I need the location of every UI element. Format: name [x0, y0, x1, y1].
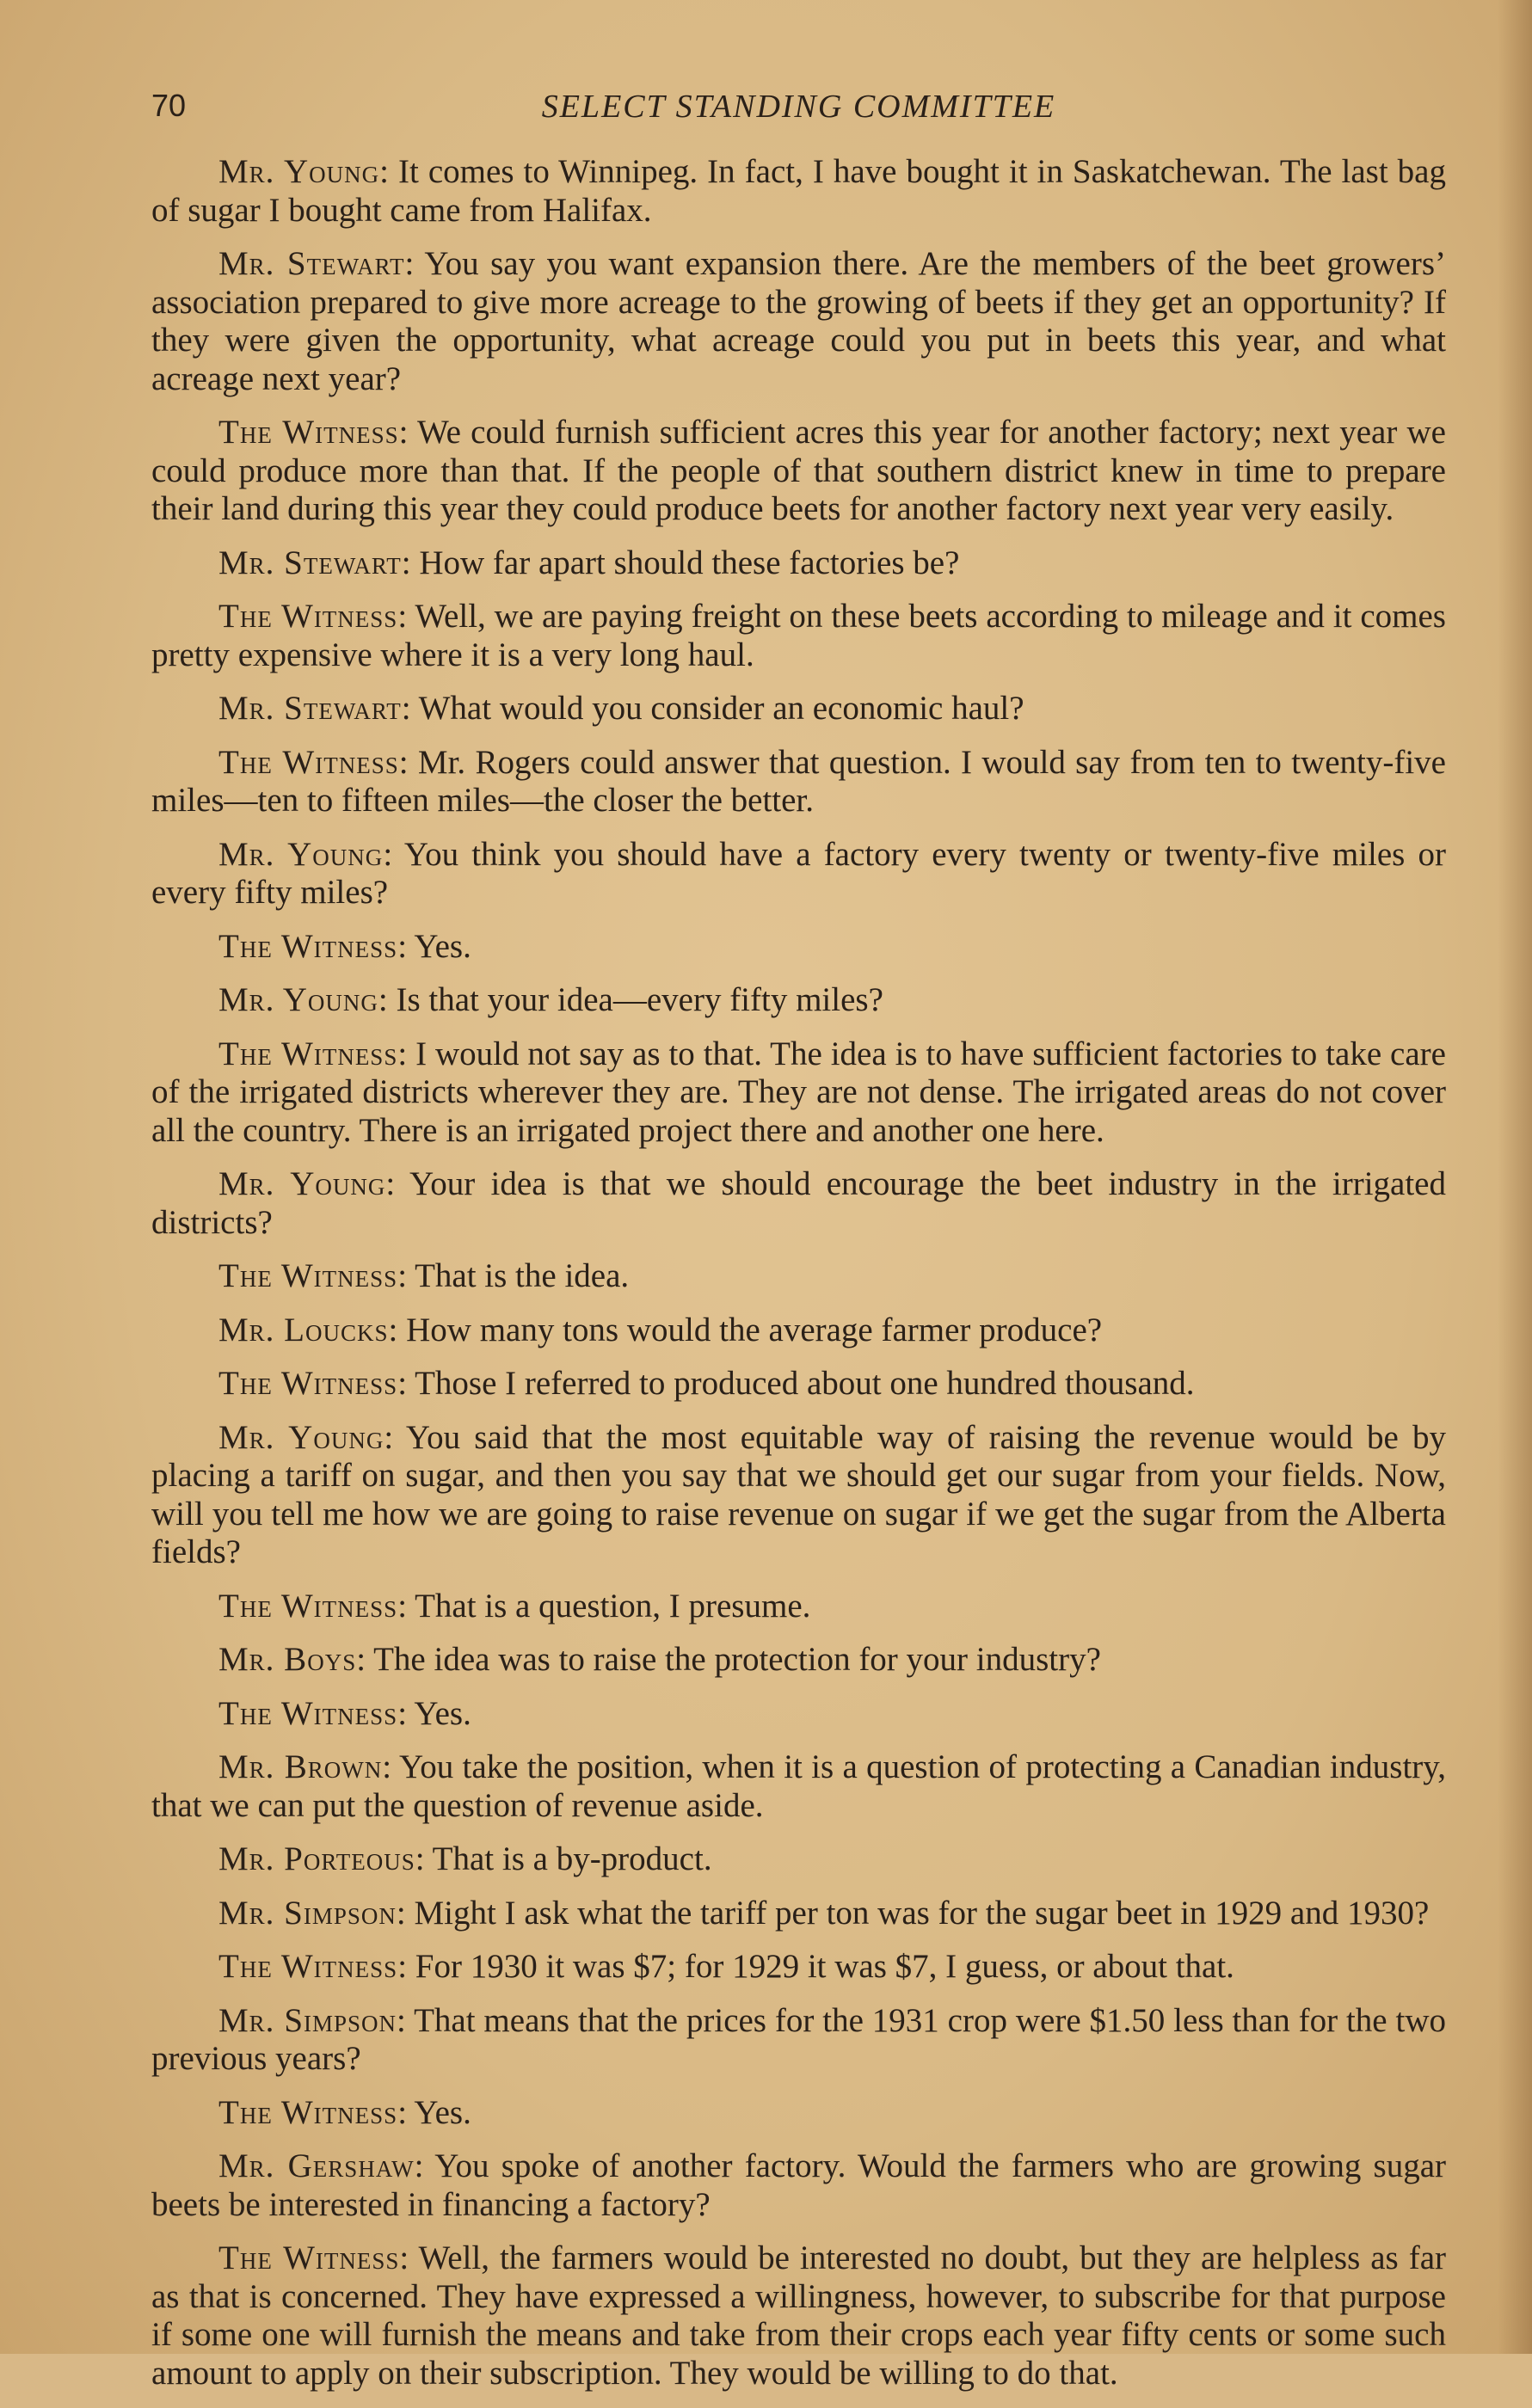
- transcript-paragraph: Mr. Simpson: That means that the prices for the 1931 crop were $1.50 less than for the two previous years?: [151, 2001, 1446, 2077]
- transcript-paragraph: Mr. Young: You think you should have a factory every twenty or twenty-five miles or every fifty miles?: [151, 835, 1446, 911]
- speaker-name: The Witness: [218, 2093, 398, 2131]
- speaker-name: The Witness: [218, 1365, 398, 1402]
- speaker-name: Mr. Brown: [218, 1748, 383, 1785]
- paragraph-text: The idea was to raise the protection for your industry?: [373, 1641, 1101, 1678]
- paragraph-text: That means that the prices for the 1931 crop were $1.50 less than for the two previous years?: [151, 2001, 1446, 2077]
- paragraph-text: You spoke of another factory. Would the farmers who are growing sugar beets be interested in financing a factory?: [151, 2147, 1447, 2223]
- transcript-paragraph: Mr. Brown: You take the position, when it is a question of protecting a Canadian industry, that we can put the question of revenue aside.: [151, 1748, 1446, 1824]
- paragraph-text: You say you want expansion there. Are the members of the beet growers’ association prepared to give more acreage to the growing of beets if they get an opportunity? If they were given the opportunity, what acreage could you put in beets this year, and what acreage next year?: [151, 245, 1447, 397]
- transcript-paragraph: Mr. Stewart: What would you consider an economic haul?: [218, 690, 1024, 727]
- speaker-name: Mr. Young: [218, 1165, 386, 1202]
- speaker-name: The Witness: [218, 598, 398, 635]
- paragraph-text: I would not say as to that. The idea is to have sufficient factories to take care of the irrigated districts wherever they are. They are not dense. The irrigated areas do not cover all the country. There is an irrigated project there and another one here.: [151, 1035, 1446, 1149]
- paragraph-text: You said that the most equitable way of raising the revenue would be by placing a tariff on sugar, and then you say that we should get our sugar from your fields. Now, will you tell me how we are going to raise revenue on sugar if we get the sugar from the Alberta fields?: [151, 1418, 1446, 1570]
- paragraph-text: It comes to Winnipeg. In fact, I have bought it in Saskatchewan. The last bag of sugar I bought came from Halifax.: [151, 153, 1446, 229]
- speaker-name: Mr. Young: [218, 835, 384, 873]
- speaker-name: Mr. Simpson: [218, 2001, 397, 2039]
- speaker-name: The Witness: [218, 414, 399, 451]
- paragraph-text: That is a question, I presume.: [415, 1587, 811, 1625]
- transcript-paragraph: Mr. Young: You said that the most equitable way of raising the revenue would be by placing a tariff on sugar, and then you say that we should get our sugar from your fields. Now, will you tell me how we are going to raise revenue on sugar if we get the sugar from the Alberta fields?: [151, 1418, 1446, 1570]
- transcript-paragraph: The Witness: Yes.: [218, 927, 471, 965]
- paragraph-text: Well, the farmers would be interested no doubt, but they are helpless as far as that is concerned. They have expressed a willingness, however, to subscribe for that purpose if some one will furnish the means and take from their crops each year fifty cents or some such amount to apply on their subscription. They would be willing to do that.: [151, 2239, 1446, 2392]
- speaker-name: Mr. Boys: [218, 1641, 357, 1678]
- page-header: [151, 88, 1446, 139]
- speaker-name: The Witness: [218, 1587, 398, 1625]
- speaker-name: Mr. Simpson: [218, 1894, 397, 1932]
- speaker-name: The Witness: [218, 2239, 400, 2276]
- speaker-name: The Witness: [218, 743, 399, 781]
- transcript-paragraph: Mr. Young: It comes to Winnipeg. In fact, I have bought it in Saskatchewan. The last bag of sugar I bought came from Halifax.: [151, 153, 1446, 229]
- speaker-name: Mr. Porteous: [218, 1840, 415, 1877]
- paragraph-text: How many tons would the average farmer produce?: [406, 1311, 1103, 1348]
- speaker-name: Mr. Young: [218, 981, 378, 1018]
- speaker-name: The Witness: [218, 927, 398, 965]
- paragraph-text: Yes.: [414, 927, 471, 965]
- paragraph-text: Well, we are paying freight on these beets according to mileage and it comes pretty expensive where it is a very long haul.: [151, 598, 1446, 673]
- transcript-paragraph: Mr. Loucks: How many tons would the average farmer produce?: [218, 1311, 1103, 1348]
- transcript-paragraph: Mr. Gershaw: You spoke of another factory. Would the farmers who are growing sugar beets be interested in financing a factory?: [151, 2147, 1447, 2223]
- transcript-body: [151, 153, 1446, 2408]
- transcript-paragraph: The Witness: Mr. Rogers could answer that question. I would say from ten to twenty-five miles—ten to fifteen miles—the closer the better.: [151, 743, 1446, 819]
- paragraph-text: Those I referred to produced about one hundred thousand.: [415, 1365, 1195, 1402]
- speaker-name: The Witness: [218, 1035, 398, 1072]
- speaker-name: The Witness: [218, 1694, 398, 1732]
- transcript-paragraph: Mr. Porteous: That is a by-product.: [218, 1840, 712, 1877]
- page-number: 70: [151, 88, 187, 123]
- paragraph-text: Your idea is that we should encourage the beet industry in the irrigated districts?: [151, 1165, 1446, 1241]
- paragraph-text: Might I ask what the tariff per ton was for the sugar beet in 1929 and 1930?: [414, 1894, 1430, 1932]
- speaker-name: Mr. Loucks: [218, 1311, 389, 1348]
- paragraph-text: Mr. Rogers could answer that question. I would say from ten to twenty-five miles—ten to fifteen miles—the closer the better.: [151, 743, 1446, 819]
- speaker-name: Mr. Stewart: [218, 690, 402, 727]
- transcript-paragraph: The Witness: That is the idea.: [218, 1257, 630, 1294]
- paragraph-text: How far apart should these factories be?: [419, 544, 960, 581]
- transcript-paragraph: Mr. Stewart: How far apart should these factories be?: [218, 544, 960, 581]
- transcript-paragraph: Mr. Boys: The idea was to raise the protection for your industry?: [218, 1641, 1101, 1678]
- transcript-paragraph: The Witness: Those I referred to produced about one hundred thousand.: [218, 1365, 1195, 1402]
- transcript-paragraph: Mr. Young: Is that your idea—every fifty miles?: [218, 981, 883, 1018]
- speaker-name: Mr. Stewart: [218, 245, 405, 282]
- paragraph-text: Yes.: [414, 1694, 471, 1732]
- running-head: SELECT STANDING COMMITTEE: [541, 89, 1056, 125]
- speaker-name: The Witness: [218, 1948, 398, 1985]
- paragraph-text: You take the position, when it is a question of protecting a Canadian industry, that we can put the question of revenue aside.: [151, 1748, 1446, 1824]
- speaker-name: Mr. Young: [218, 153, 380, 190]
- paragraph-text: That is a by-product.: [432, 1840, 712, 1877]
- speaker-name: Mr. Stewart: [218, 544, 402, 581]
- paragraph-text: Yes.: [414, 2093, 471, 2131]
- transcript-paragraph: Mr. Stewart: You say you want expansion there. Are the members of the beet growers’ association prepared to give more acreage to the growing of beets if they get an opportunity? If they were given the opportunity, what acreage could you put in beets this year, and what acreage next year?: [151, 245, 1447, 397]
- transcript-paragraph: The Witness: I would not say as to that. The idea is to have sufficient factories to take care of the irrigated districts wherever they are. They are not dense. The irrigated areas do not cover all the country. There is an irrigated project there and another one here.: [151, 1035, 1446, 1149]
- transcript-paragraph: Mr. Simpson: Might I ask what the tariff per ton was for the sugar beet in 1929 and 1930?: [218, 1894, 1430, 1932]
- paragraph-text: What would you consider an economic haul?: [418, 690, 1024, 727]
- transcript-paragraph: The Witness: We could furnish sufficient acres this year for another factory; next year we could produce more than that. If the people of that southern district knew in time to prepare their land during this year they could produce beets for another factory next year very easily.: [151, 414, 1446, 527]
- paragraph-text: That is the idea.: [415, 1257, 630, 1294]
- transcript-paragraph: The Witness: That is a question, I presume.: [218, 1587, 811, 1625]
- speaker-name: Mr. Young: [218, 1418, 385, 1456]
- transcript-paragraph: The Witness: Yes.: [218, 1694, 471, 1732]
- paragraph-text: We could furnish sufficient acres this year for another factory; next year we could produce more than that. If the people of that southern district knew in time to prepare their land during this year they could produce beets for another factory next year very easily.: [151, 414, 1446, 527]
- transcript-paragraph: The Witness: Well, the farmers would be interested no doubt, but they are helpless as far as that is concerned. They have expressed a willingness, however, to subscribe for that purpose if some one will furnish the means and take from their crops each year fifty cents or some such amount to apply on their subscription. They would be willing to do that.: [151, 2239, 1446, 2392]
- paragraph-text: You think you should have a factory every twenty or twenty-five miles or every fifty miles?: [151, 835, 1446, 911]
- paragraph-text: For 1930 it was $7; for 1929 it was $7, I guess, or about that.: [415, 1948, 1234, 1985]
- transcript-paragraph: The Witness: Yes.: [218, 2093, 471, 2131]
- speaker-name: Mr. Gershaw: [218, 2147, 415, 2184]
- transcript-paragraph: The Witness: Well, we are paying freight on these beets according to mileage and it comes pretty expensive where it is a very long haul.: [151, 598, 1446, 673]
- transcript-paragraph: Mr. Young: Your idea is that we should encourage the beet industry in the irrigated districts?: [151, 1165, 1446, 1241]
- paragraph-text: Is that your idea—every fifty miles?: [396, 981, 883, 1018]
- speaker-name: The Witness: [218, 1257, 398, 1294]
- transcript-paragraph: The Witness: For 1930 it was $7; for 1929 it was $7, I guess, or about that.: [218, 1948, 1234, 1985]
